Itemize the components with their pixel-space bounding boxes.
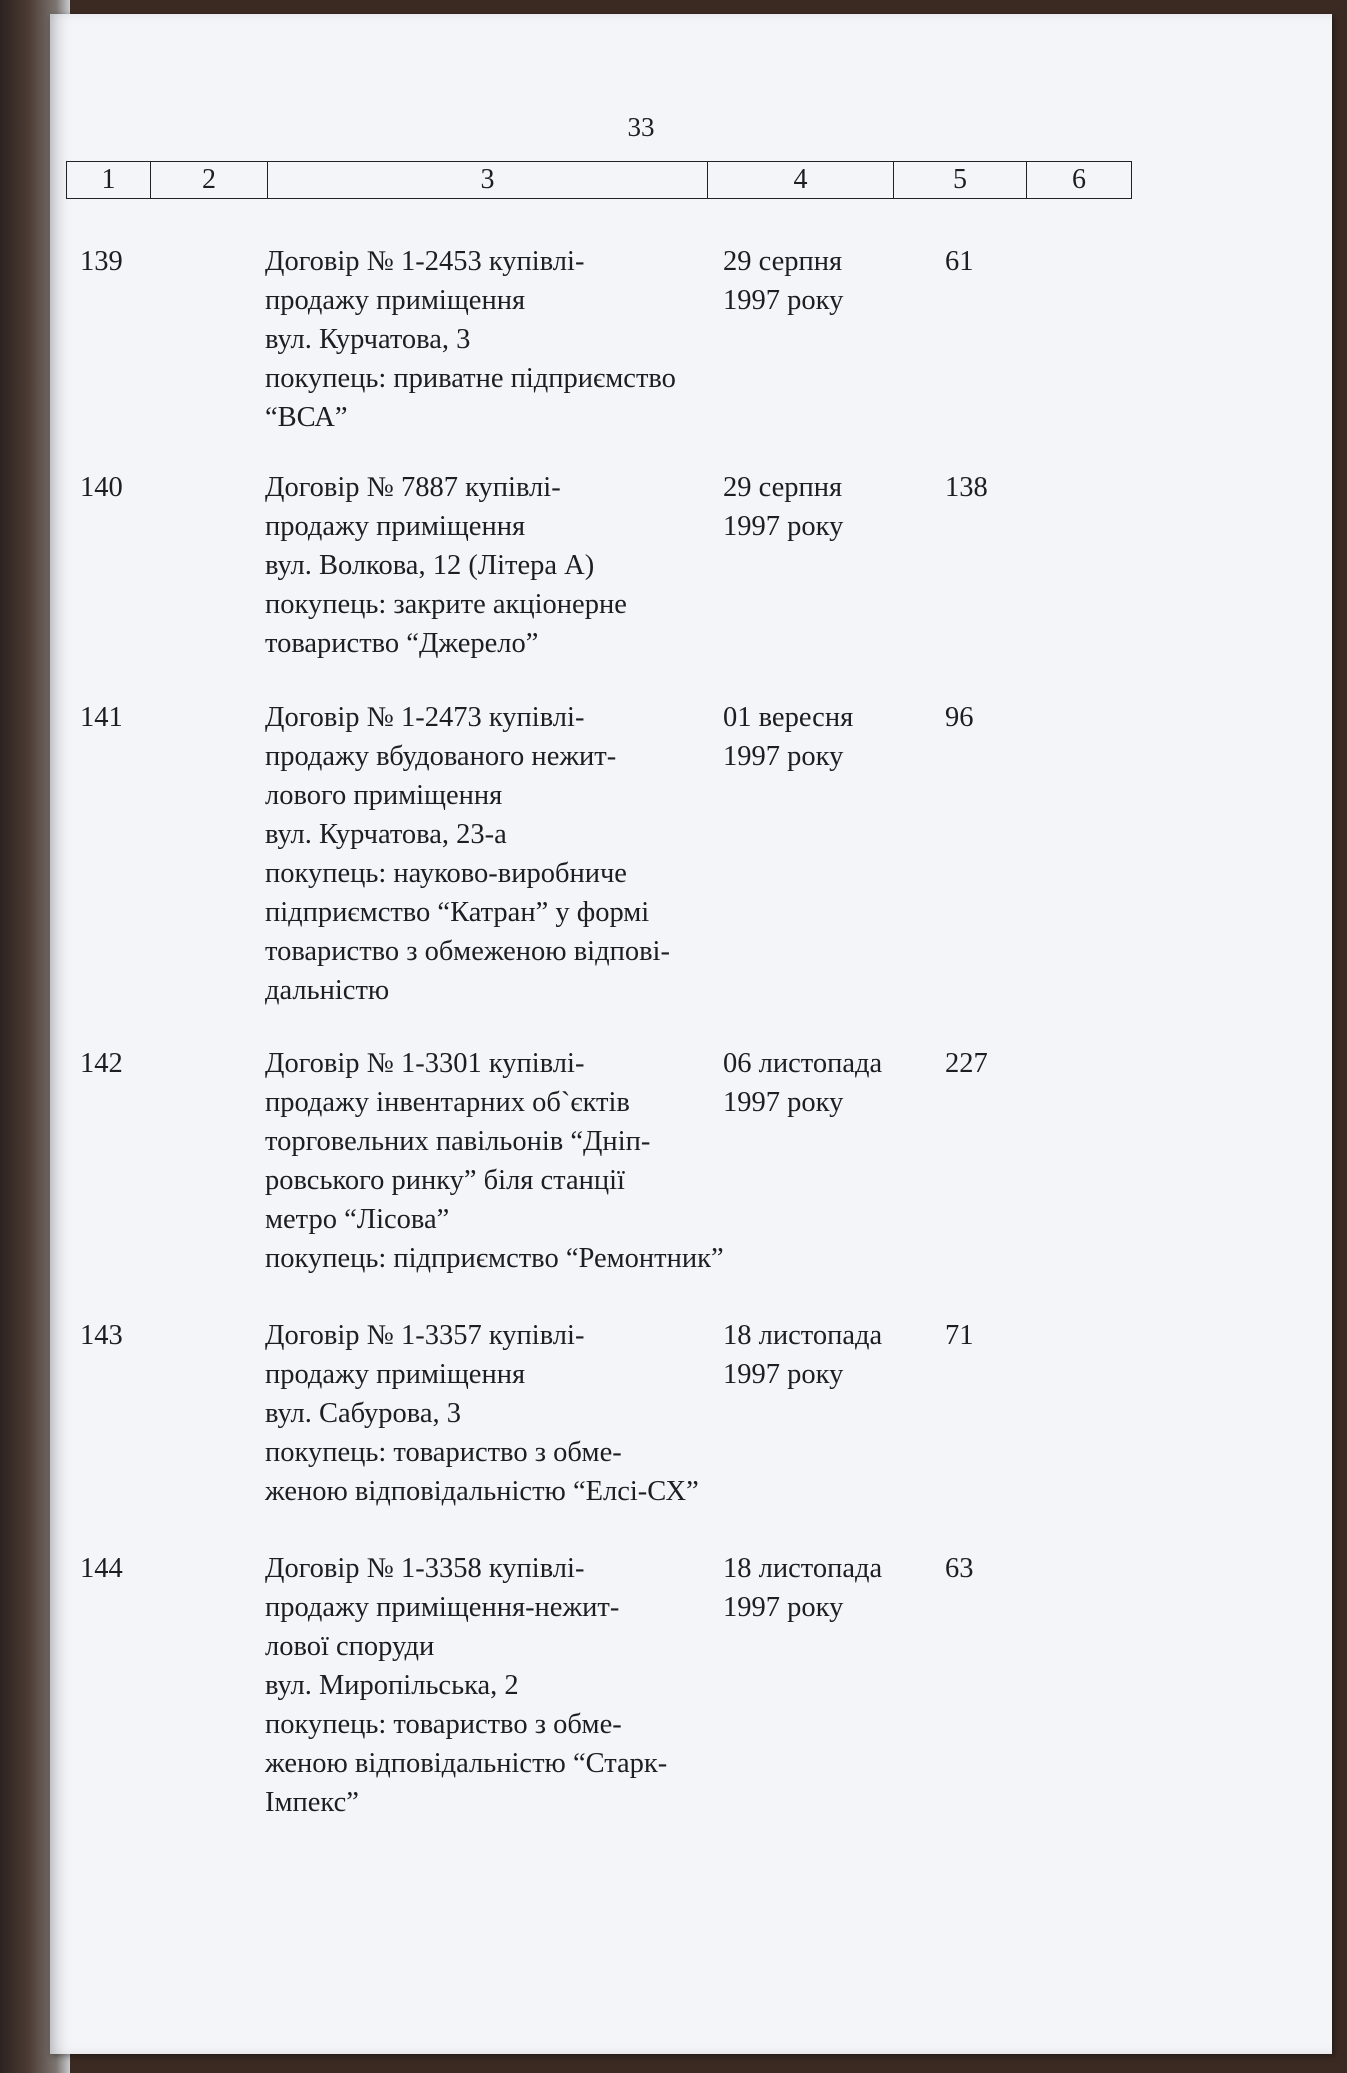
description-line: Договір № 7887 купівлі-: [265, 472, 561, 503]
entry-date: [723, 698, 923, 776]
description-line: товариство з обмеженою відпові-: [265, 936, 670, 967]
date-line: 29 серпня: [723, 472, 843, 503]
date-line: 18 листопада: [723, 1553, 883, 1584]
description-line: вул. Курчатова, 3: [265, 324, 471, 355]
description-line: товариство “Джерело”: [265, 628, 539, 659]
description-line: женою відповідальністю “Старк-: [265, 1748, 668, 1779]
description-line: продажу вбудованого нежит-: [265, 741, 617, 772]
date-line: 29 серпня: [723, 246, 843, 277]
description-line: торговельних павільонів “Дніп-: [265, 1126, 651, 1157]
description-line: ровського ринку” біля станції: [265, 1165, 625, 1196]
date-line: 1997 року: [723, 741, 844, 772]
column-header-2: 2: [151, 162, 268, 198]
description-line: покупець: підприємство “Ремонтник”: [265, 1243, 724, 1274]
description-line: продажу приміщення: [265, 1359, 526, 1390]
description-line: підприємство “Катран” у формі: [265, 897, 650, 928]
description-line: Договір № 1-3357 купівлі-: [265, 1320, 585, 1351]
column-header-1: 1: [67, 162, 151, 198]
date-line: 06 листопада: [723, 1048, 883, 1079]
description-line: продажу приміщення: [265, 511, 526, 542]
description-line: покупець: приватне підприємство: [265, 363, 676, 394]
description-line: Договір № 1-2453 купівлі-: [265, 246, 585, 277]
entry-number: 141: [80, 702, 123, 733]
entry-page-count: 96: [945, 702, 974, 733]
description-line: продажу приміщення: [265, 285, 526, 316]
entry-date: [723, 242, 923, 320]
entry-number: 142: [80, 1048, 123, 1079]
description-line: метро “Лісова”: [265, 1204, 450, 1235]
date-line: 1997 року: [723, 1087, 844, 1118]
entry-page-count: 138: [945, 472, 988, 503]
description-line: женою відповідальністю “Елсі-СХ”: [265, 1476, 699, 1507]
entry-date: [723, 1044, 923, 1122]
description-line: дальністю: [265, 975, 390, 1006]
description-line: продажу приміщення-нежит-: [265, 1592, 620, 1623]
description-line: вул. Волкова, 12 (Літера А): [265, 550, 595, 581]
date-line: 1997 року: [723, 511, 844, 542]
date-line: 01 вересня: [723, 702, 854, 733]
entry-number: 139: [80, 246, 123, 277]
entry-page-count: 227: [945, 1048, 988, 1079]
date-line: 18 листопада: [723, 1320, 883, 1351]
description-line: вул. Миропільська, 2: [265, 1670, 519, 1701]
description-line: лової споруди: [265, 1631, 435, 1662]
description-line: покупець: товариство з обме-: [265, 1709, 622, 1740]
description-line: покупець: науково-виробниче: [265, 858, 627, 889]
document-page: [50, 14, 1332, 2054]
entry-date: [723, 1549, 923, 1627]
description-line: лового приміщення: [265, 780, 503, 811]
column-header-6: 6: [1072, 164, 1086, 195]
description-line: покупець: закрите акціонерне: [265, 589, 627, 620]
description-line: “ВСА”: [265, 402, 348, 433]
description-line: вул. Сабурова, 3: [265, 1398, 462, 1429]
entry-number: 143: [80, 1320, 123, 1351]
column-header-5: 5: [894, 162, 1027, 198]
date-line: 1997 року: [723, 1359, 844, 1390]
entry-date: [723, 468, 923, 546]
column-header-3: 3: [268, 162, 708, 198]
date-line: 1997 року: [723, 285, 844, 316]
description-line: вул. Курчатова, 23-а: [265, 819, 507, 850]
description-line: покупець: товариство з обме-: [265, 1437, 622, 1468]
date-line: 1997 року: [723, 1592, 844, 1623]
description-line: Договір № 1-2473 купівлі-: [265, 702, 585, 733]
entry-page-count: 61: [945, 246, 974, 277]
entry-date: [723, 1316, 923, 1394]
entries-list: [50, 14, 1332, 2054]
description-line: Імпекс”: [265, 1787, 359, 1818]
page-number: 33: [627, 112, 655, 142]
entry-page-count: 71: [945, 1320, 974, 1351]
entry-page-count: 63: [945, 1553, 974, 1584]
column-header-4: 4: [708, 162, 894, 198]
description-line: Договір № 1-3301 купівлі-: [265, 1048, 585, 1079]
description-line: Договір № 1-3358 купівлі-: [265, 1553, 585, 1584]
entry-number: 144: [80, 1553, 123, 1584]
entry-number: 140: [80, 472, 123, 503]
description-line: продажу інвентарних об`єктів: [265, 1087, 630, 1118]
